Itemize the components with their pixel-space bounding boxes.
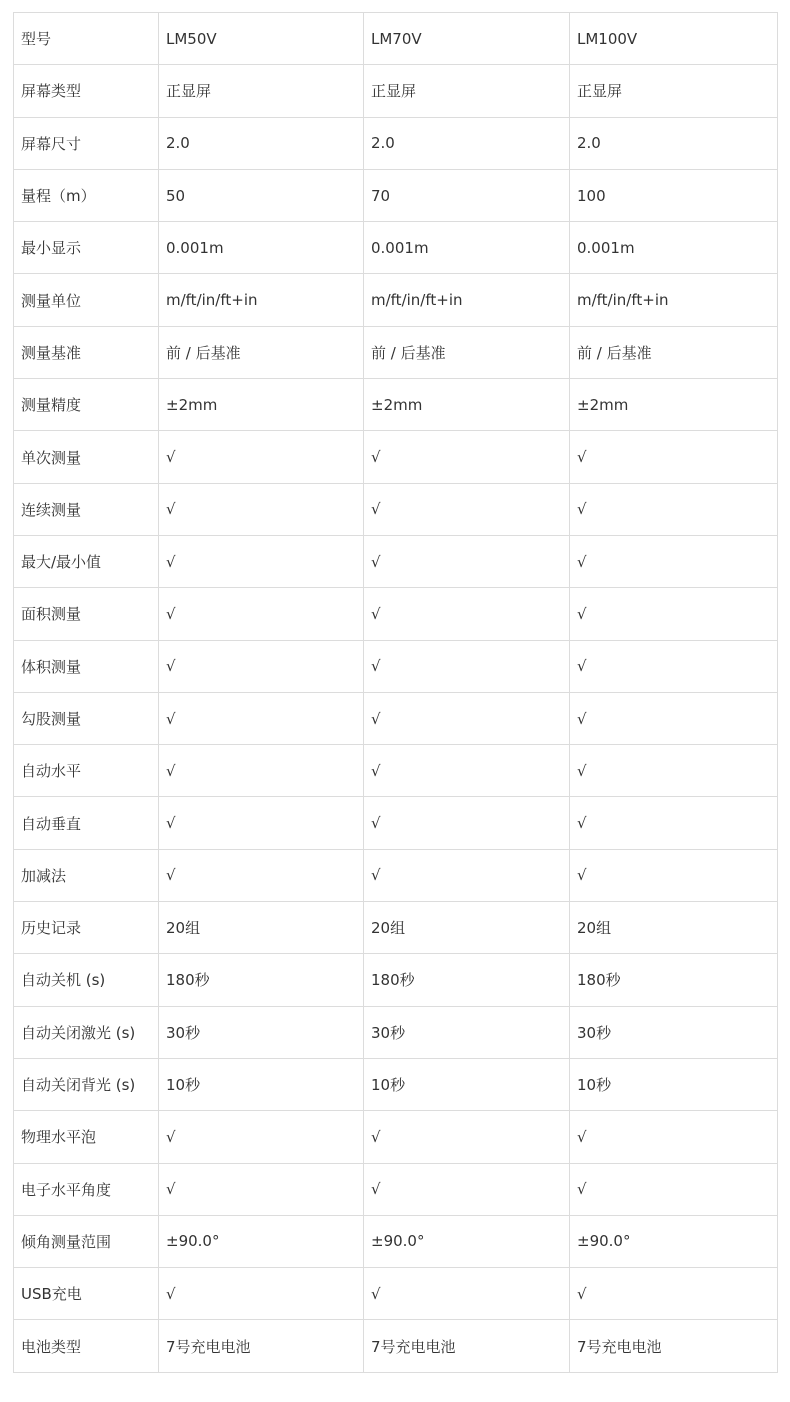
spec-value-cell: 前 / 后基准 bbox=[570, 326, 778, 378]
spec-label-cell: 测量单位 bbox=[14, 274, 159, 326]
spec-table-body bbox=[14, 13, 778, 1373]
spec-value-cell: 30秒 bbox=[159, 1006, 364, 1058]
spec-value-cell: √ bbox=[364, 692, 570, 744]
spec-value-cell: 正显屏 bbox=[570, 65, 778, 117]
model-name-cell: LM100V bbox=[570, 13, 778, 65]
spec-value-cell: √ bbox=[159, 1268, 364, 1320]
spec-value-cell: 20组 bbox=[159, 902, 364, 954]
table-row bbox=[14, 431, 778, 483]
spec-value-cell: 7号充电电池 bbox=[159, 1320, 364, 1372]
spec-label-cell: 测量基准 bbox=[14, 326, 159, 378]
table-row bbox=[14, 1215, 778, 1267]
spec-value-cell: ±2mm bbox=[364, 379, 570, 431]
spec-value-cell: 2.0 bbox=[364, 117, 570, 169]
spec-value-cell: √ bbox=[159, 640, 364, 692]
spec-value-cell: √ bbox=[159, 745, 364, 797]
spec-value-cell: √ bbox=[570, 849, 778, 901]
spec-value-cell: √ bbox=[570, 483, 778, 535]
table-row bbox=[14, 745, 778, 797]
table-row bbox=[14, 640, 778, 692]
spec-value-cell: 7号充电电池 bbox=[570, 1320, 778, 1372]
spec-value-cell: √ bbox=[570, 692, 778, 744]
spec-label-cell: 倾角测量范围 bbox=[14, 1215, 159, 1267]
spec-label-cell: 测量精度 bbox=[14, 379, 159, 431]
table-row bbox=[14, 169, 778, 221]
table-row bbox=[14, 797, 778, 849]
spec-value-cell: 180秒 bbox=[159, 954, 364, 1006]
spec-value-cell: √ bbox=[364, 588, 570, 640]
spec-label-cell: 自动关闭背光 (s) bbox=[14, 1058, 159, 1110]
spec-value-cell: 正显屏 bbox=[159, 65, 364, 117]
table-row bbox=[14, 954, 778, 1006]
spec-value-cell: √ bbox=[364, 1111, 570, 1163]
spec-label-cell: 电池类型 bbox=[14, 1320, 159, 1372]
spec-value-cell: √ bbox=[364, 535, 570, 587]
spec-value-cell: √ bbox=[570, 535, 778, 587]
table-row bbox=[14, 379, 778, 431]
spec-value-cell: √ bbox=[364, 431, 570, 483]
spec-value-cell: 0.001m bbox=[364, 222, 570, 274]
spec-label-cell: 电子水平角度 bbox=[14, 1163, 159, 1215]
spec-value-cell: ±90.0° bbox=[364, 1215, 570, 1267]
spec-value-cell: √ bbox=[364, 745, 570, 797]
table-row bbox=[14, 274, 778, 326]
spec-label-cell: 量程（m） bbox=[14, 169, 159, 221]
table-row bbox=[14, 326, 778, 378]
spec-value-cell: 2.0 bbox=[570, 117, 778, 169]
table-row bbox=[14, 1111, 778, 1163]
spec-label-cell: 物理水平泡 bbox=[14, 1111, 159, 1163]
spec-value-cell: √ bbox=[159, 431, 364, 483]
table-row bbox=[14, 1163, 778, 1215]
spec-label-cell: 自动垂直 bbox=[14, 797, 159, 849]
table-row bbox=[14, 692, 778, 744]
spec-value-cell: √ bbox=[570, 1163, 778, 1215]
model-name-cell: LM50V bbox=[159, 13, 364, 65]
spec-label-cell: 自动水平 bbox=[14, 745, 159, 797]
spec-label-cell: 屏幕类型 bbox=[14, 65, 159, 117]
spec-label-cell: 加减法 bbox=[14, 849, 159, 901]
spec-value-cell: √ bbox=[159, 797, 364, 849]
spec-value-cell: 30秒 bbox=[364, 1006, 570, 1058]
spec-value-cell: m/ft/in/ft+in bbox=[159, 274, 364, 326]
spec-value-cell: 0.001m bbox=[159, 222, 364, 274]
spec-label-cell: 屏幕尺寸 bbox=[14, 117, 159, 169]
spec-value-cell: 50 bbox=[159, 169, 364, 221]
spec-value-cell: √ bbox=[570, 640, 778, 692]
header-label-cell: 型号 bbox=[14, 13, 159, 65]
spec-value-cell: √ bbox=[364, 797, 570, 849]
spec-value-cell: m/ft/in/ft+in bbox=[364, 274, 570, 326]
spec-value-cell: 正显屏 bbox=[364, 65, 570, 117]
spec-value-cell: 10秒 bbox=[364, 1058, 570, 1110]
spec-value-cell: √ bbox=[159, 1111, 364, 1163]
table-row bbox=[14, 535, 778, 587]
spec-value-cell: ±90.0° bbox=[159, 1215, 364, 1267]
spec-table bbox=[13, 12, 778, 1373]
spec-value-cell: ±2mm bbox=[159, 379, 364, 431]
spec-value-cell: √ bbox=[570, 797, 778, 849]
spec-value-cell: 20组 bbox=[570, 902, 778, 954]
table-row bbox=[14, 222, 778, 274]
spec-value-cell: ±90.0° bbox=[570, 1215, 778, 1267]
spec-label-cell: 体积测量 bbox=[14, 640, 159, 692]
spec-value-cell: 7号充电电池 bbox=[364, 1320, 570, 1372]
spec-value-cell: 180秒 bbox=[364, 954, 570, 1006]
spec-value-cell: 30秒 bbox=[570, 1006, 778, 1058]
spec-value-cell: 180秒 bbox=[570, 954, 778, 1006]
spec-value-cell: 70 bbox=[364, 169, 570, 221]
spec-value-cell: √ bbox=[159, 535, 364, 587]
spec-label-cell: 历史记录 bbox=[14, 902, 159, 954]
spec-label-cell: 连续测量 bbox=[14, 483, 159, 535]
spec-value-cell: 20组 bbox=[364, 902, 570, 954]
table-row bbox=[14, 65, 778, 117]
spec-value-cell: √ bbox=[159, 692, 364, 744]
spec-value-cell: √ bbox=[364, 483, 570, 535]
spec-value-cell: √ bbox=[570, 1268, 778, 1320]
table-row bbox=[14, 483, 778, 535]
spec-value-cell: √ bbox=[364, 640, 570, 692]
spec-value-cell: 10秒 bbox=[570, 1058, 778, 1110]
spec-label-cell: 自动关闭激光 (s) bbox=[14, 1006, 159, 1058]
table-row bbox=[14, 1320, 778, 1372]
spec-label-cell: USB充电 bbox=[14, 1268, 159, 1320]
spec-value-cell: m/ft/in/ft+in bbox=[570, 274, 778, 326]
table-row bbox=[14, 849, 778, 901]
spec-value-cell: √ bbox=[570, 1111, 778, 1163]
spec-label-cell: 最小显示 bbox=[14, 222, 159, 274]
spec-value-cell: 0.001m bbox=[570, 222, 778, 274]
spec-value-cell: 10秒 bbox=[159, 1058, 364, 1110]
spec-value-cell: ±2mm bbox=[570, 379, 778, 431]
model-name-cell: LM70V bbox=[364, 13, 570, 65]
spec-value-cell: √ bbox=[364, 1268, 570, 1320]
spec-value-cell: 前 / 后基准 bbox=[159, 326, 364, 378]
spec-value-cell: √ bbox=[159, 849, 364, 901]
spec-value-cell: √ bbox=[159, 483, 364, 535]
spec-value-cell: 前 / 后基准 bbox=[364, 326, 570, 378]
spec-value-cell: √ bbox=[364, 849, 570, 901]
table-row bbox=[14, 588, 778, 640]
table-row bbox=[14, 1006, 778, 1058]
spec-value-cell: 2.0 bbox=[159, 117, 364, 169]
spec-value-cell: √ bbox=[570, 745, 778, 797]
spec-value-cell: √ bbox=[570, 588, 778, 640]
spec-value-cell: √ bbox=[364, 1163, 570, 1215]
spec-label-cell: 单次测量 bbox=[14, 431, 159, 483]
spec-value-cell: √ bbox=[570, 431, 778, 483]
table-header-row bbox=[14, 13, 778, 65]
spec-label-cell: 最大/最小值 bbox=[14, 535, 159, 587]
table-row bbox=[14, 902, 778, 954]
table-row bbox=[14, 1058, 778, 1110]
table-row bbox=[14, 1268, 778, 1320]
table-row bbox=[14, 117, 778, 169]
spec-label-cell: 自动关机 (s) bbox=[14, 954, 159, 1006]
spec-label-cell: 面积测量 bbox=[14, 588, 159, 640]
spec-value-cell: √ bbox=[159, 588, 364, 640]
spec-value-cell: √ bbox=[159, 1163, 364, 1215]
spec-value-cell: 100 bbox=[570, 169, 778, 221]
spec-label-cell: 勾股测量 bbox=[14, 692, 159, 744]
